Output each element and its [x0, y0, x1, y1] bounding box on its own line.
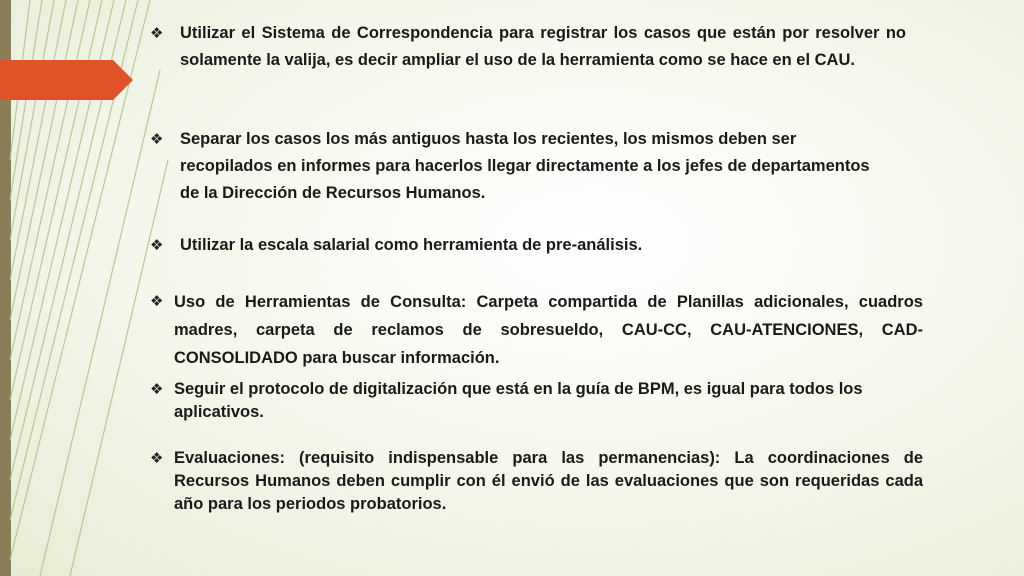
- diamond-bullet-icon: ❖: [150, 293, 164, 310]
- bullet-item-5: [150, 378, 923, 424]
- diamond-bullet-icon: ❖: [150, 381, 164, 398]
- diamond-bullet-icon: ❖: [150, 131, 164, 148]
- bullet-item-6: [150, 447, 923, 516]
- bullet-item-3: [150, 232, 890, 259]
- bullet-text: Utilizar la escala salarial como herramienta de pre-análisis.: [180, 236, 643, 254]
- bullet-item-2: [150, 126, 890, 207]
- diamond-bullet-icon: ❖: [150, 25, 164, 42]
- diamond-bullet-icon: ❖: [150, 450, 164, 467]
- bullet-text: Utilizar el Sistema de Correspondencia para registrar los casos que están por resolver no solamente la valija, es decir ampliar el uso de la herramienta como se hace en el CAU.: [180, 24, 906, 69]
- bullet-text: Seguir el protocolo de digitalización que está en la guía de BPM, es igual para todos los aplicativos.: [174, 380, 863, 421]
- bullet-item-1: [150, 20, 906, 74]
- diamond-bullet-icon: ❖: [150, 237, 164, 254]
- bullet-item-4: [150, 288, 923, 372]
- bullet-text: Separar los casos los más antiguos hasta los recientes, los mismos deben ser recopilados en informes para hacerlos llegar directamente a los jefes de departamentos de la Dirección de Recursos Humanos.: [180, 130, 870, 202]
- bullet-text: Uso de Herramientas de Consulta: Carpeta compartida de Planillas adicionales, cuadros madres, carpeta de reclamos de sobresueldo, CAU-CC, CAU-ATENCIONES, CAD-CONSOLIDADO para buscar información.: [174, 293, 923, 367]
- bullet-text: Evaluaciones: (requisito indispensable para las permanencias): La coordinaciones de Recursos Humanos deben cumplir con él envió de las evaluaciones que son requeridas cada año para los periodos probatorios.: [174, 449, 923, 513]
